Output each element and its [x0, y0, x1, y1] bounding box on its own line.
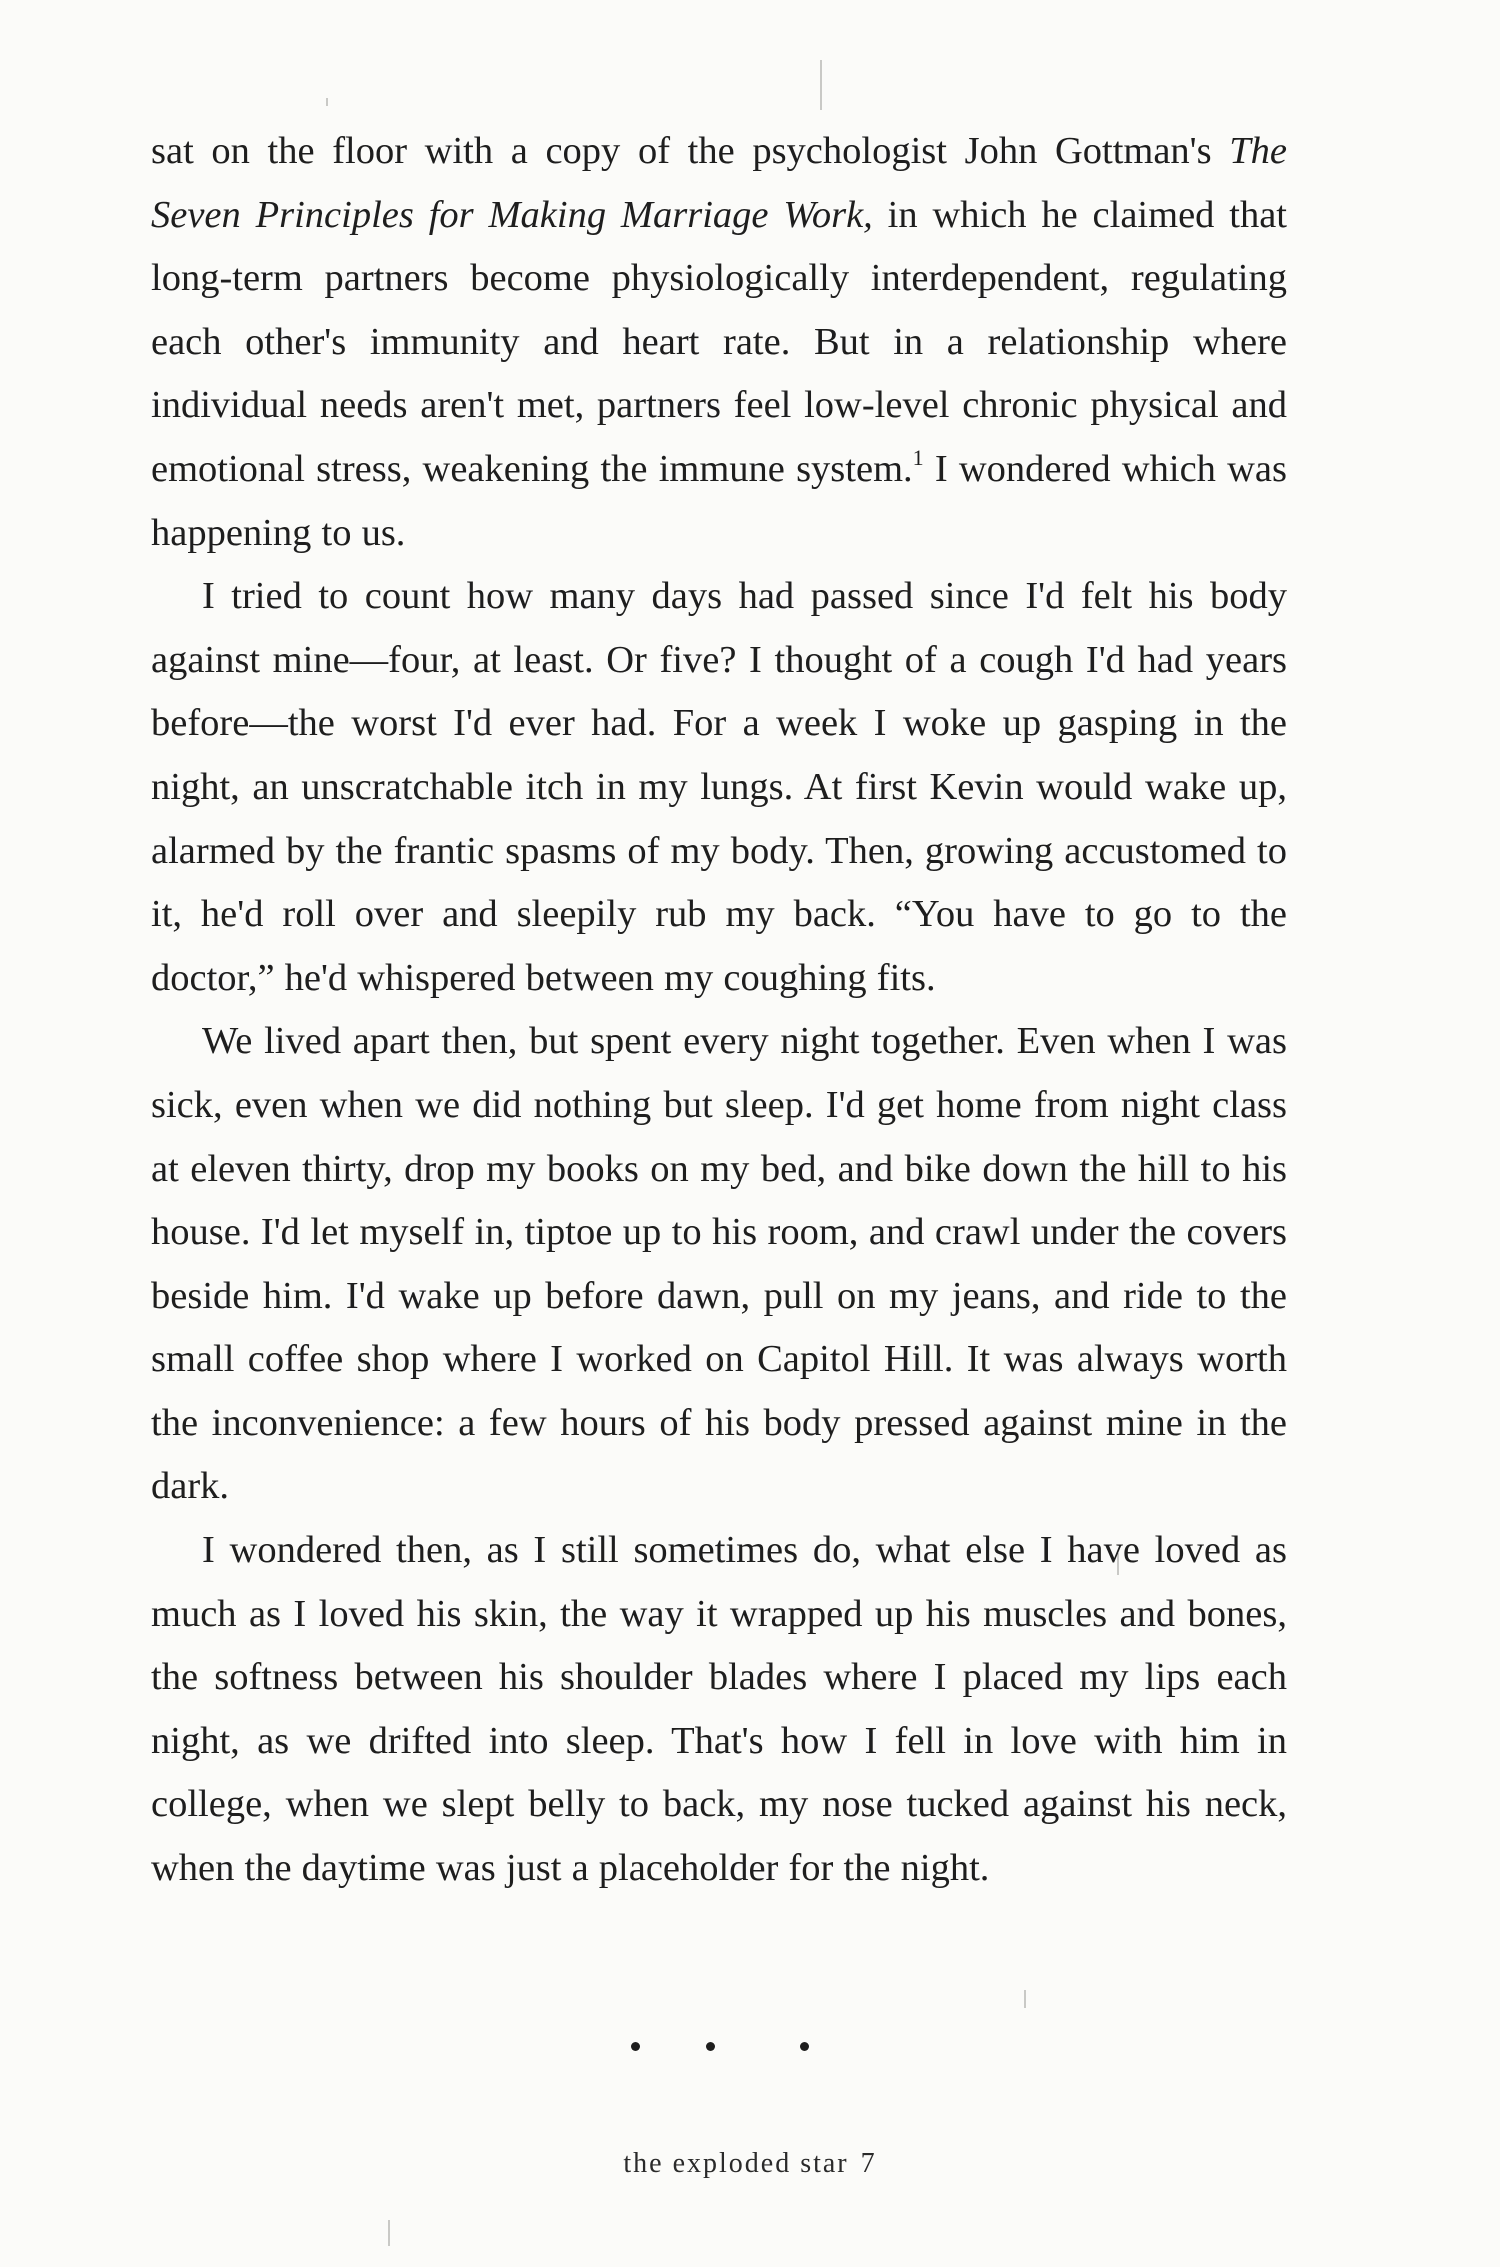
scan-speck: [326, 98, 328, 106]
footnote-marker: 1: [912, 445, 924, 471]
body-text: [151, 120, 1287, 1901]
scan-speck: [820, 60, 822, 110]
paragraph-1: [151, 120, 1287, 565]
scan-speck: [1024, 1990, 1026, 2008]
section-break-dot: [706, 2042, 715, 2051]
scan-speck: [388, 2220, 390, 2246]
paragraph-4: I wondered then, as I still sometimes do, what else I have loved as much as I loved his skin, the way it wrapped up his muscles and bones, the softness between his shoulder blades where I placed my lips each night, as we drifted into sleep. That's how I fell in love with him in college, when we slept belly to back, my nose tucked against his neck, when the daytime was just a placeholder for the night.: [151, 1529, 1287, 1890]
paragraph-3: We lived apart then, but spent every night together. Even when I was sick, even when we did nothing but sleep. I'd get home from night class at eleven thirty, drop my books on my bed, and bike down the hill to his house. I'd let myself in, tiptoe up to his room, and crawl under the covers beside him. I'd wake up before dawn, pull on my jeans, and ride to the small coffee shop where I worked on Capitol Hill. It was always worth the inconvenience: a few hours of his body pressed against mine in the dark.: [151, 1020, 1287, 1508]
paragraph-2: I tried to count how many days had passed since I'd felt his body against mine—four, at least. Or five? I thought of a cough I'd had years before—the worst I'd ever had. For a week I woke up gasping in the night, an unscratchable itch in my lungs. At first Kevin would wake up, alarmed by the frantic spasms of my body. Then, growing accustomed to it, he'd roll over and sleepily rub my back. “You have to go to the doctor,” he'd whispered between my coughing fits.: [151, 575, 1287, 999]
section-break-ornament: [0, 2032, 1500, 2062]
section-break-dot: [800, 2042, 809, 2051]
paragraph-1-text-a: sat on the floor with a copy of the psychologist John Gottman's: [151, 130, 1230, 172]
running-footer: [0, 2148, 1500, 2180]
section-break-dot: [631, 2042, 640, 2051]
page-number: 7: [860, 2148, 877, 2179]
running-head-title: the exploded star: [623, 2148, 849, 2179]
paragraph-1-text-b: in which he claimed that long-term partners become physiologically interdependent, regulating each other's immunity and heart rate. But in a relationship where individual needs aren't met, partners feel low-level chronic physical and emotional stress, weakening the immune system.: [151, 193, 1287, 490]
paragraph-1-text-c: I wondered which was happening to us.: [151, 447, 1287, 554]
book-title-italic: The Seven Principles for Making Marriage Work,: [151, 130, 1287, 236]
